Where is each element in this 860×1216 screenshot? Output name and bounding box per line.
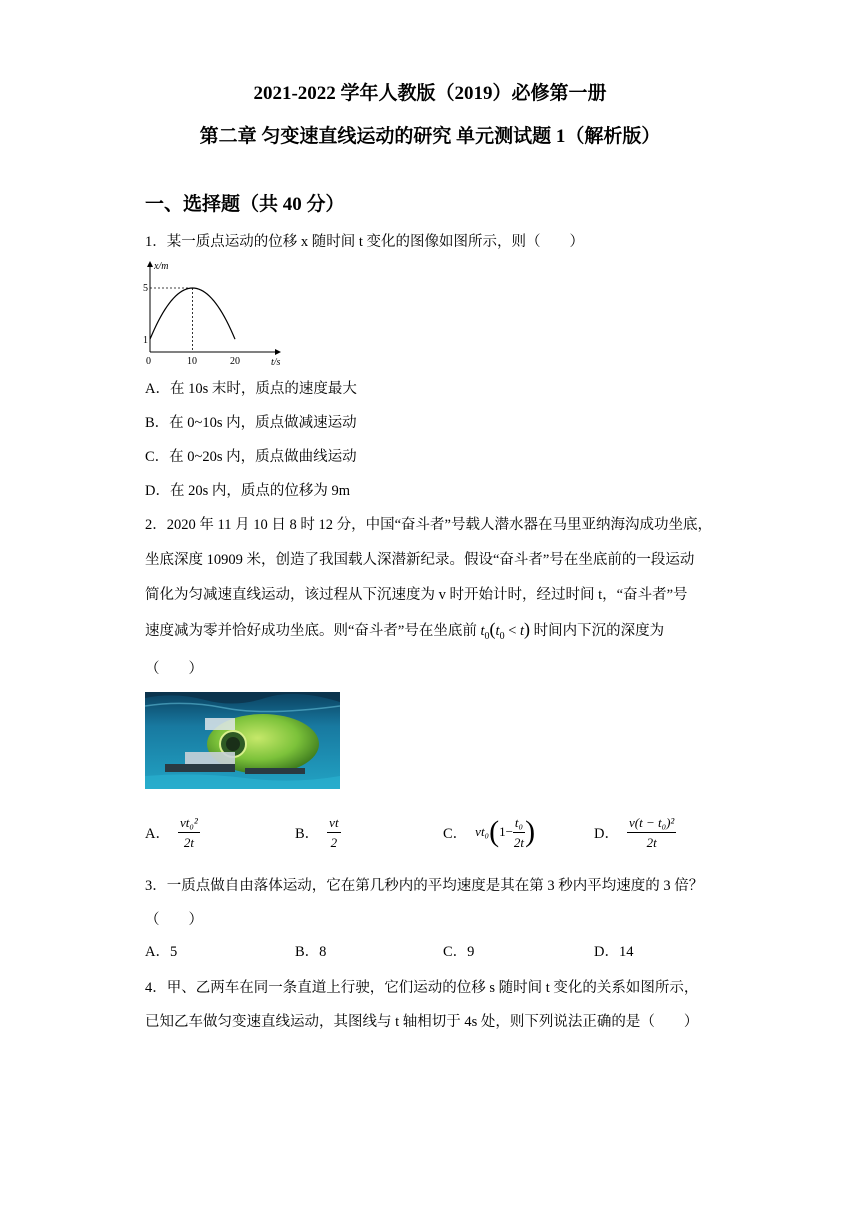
q3-answer-paren: （ ） <box>145 912 203 928</box>
q2-line-4-tail: 时间内下沉的深度为 <box>530 623 665 639</box>
q1-xt-chart <box>138 256 288 370</box>
q2-line-3: 简化为匀减速直线运动，该过程从下沉速度为 v 时开始计时，经过时间 t，“奋斗者”号 <box>145 587 688 603</box>
q1-option-b: B．在 0~10s 内，质点做减速运动 <box>145 415 357 431</box>
q2-answer-paren: （ ） <box>145 661 203 677</box>
q3-option-b: B．8 <box>295 944 327 960</box>
doc-subtitle: 第二章 匀变速直线运动的研究 单元测试题 1（解析版） <box>199 126 661 147</box>
q1-stem: 1．某一质点运动的位移 x 随时间 t 变化的图像如图所示，则（ ） <box>145 234 585 250</box>
x-tick-label: 10 <box>187 356 197 367</box>
q2-option-c: C． vt₀ ( 1− $\frac{\text{t₀}}{2t}$ ) <box>443 814 536 850</box>
q2-option-b: B． $\frac{vt}{2}$ <box>295 814 339 850</box>
q2-option-d: D． $\frac{\text{v(t − t₀)²}}{2t}$ <box>594 814 675 850</box>
x-tick-label: 0 <box>146 356 151 367</box>
q3-option-d: D．14 <box>594 944 634 960</box>
q2-time-expression: $t_0(t_0 < t)$ <box>480 619 531 642</box>
y-tick-label: 5 <box>143 283 148 294</box>
doc-title: 2021-2022 学年人教版（2019）必修第一册 <box>253 83 607 104</box>
y-axis-label: x/m <box>154 261 169 272</box>
q3-option-a: A．5 <box>145 944 178 960</box>
q2-line-4-text: 速度减为零并恰好成功坐底。则“奋斗者”号在坐底前 <box>145 623 481 639</box>
y-tick-label: 1 <box>143 335 148 346</box>
q3-stem: 3．一质点做自由落体运动，它在第几秒内的平均速度是其在第 3 秒内平均速度的 3 倍？ <box>145 878 704 894</box>
q2-line-2: 坐底深度 10909 米，创造了我国载人深潜新纪录。假设“奋斗者”号在坐底前的一段运动 <box>145 552 695 568</box>
q2-options <box>0 808 860 856</box>
x-tick-label: 20 <box>230 356 240 367</box>
q2-line-4 <box>145 619 664 642</box>
q4-line-2: 已知乙车做匀变速直线运动，其图线与 t 轴相切于 4s 处，则下列说法正确的是（ ） <box>145 1014 699 1030</box>
q3-option-c: C．9 <box>443 944 475 960</box>
q4-line-1: 4．甲、乙两车在同一条直道上行驶，它们运动的位移 s 随时间 t 变化的关系如图所示， <box>145 980 699 996</box>
q1-option-a: A．在 10s 末时，质点的速度最大 <box>145 381 357 397</box>
section-heading: 一、选择题（共 40 分） <box>145 194 345 215</box>
submersible-photo <box>145 692 340 789</box>
q2-option-a: A． $\frac{\text{vt₀²}}{2t}$ <box>145 814 198 850</box>
q2-line-1: 2．2020 年 11 月 10 日 8 时 12 分，中国“奋斗者”号载人潜水器在马里亚纳海沟成功坐底， <box>145 517 712 533</box>
x-axis-label: t/s <box>271 357 281 368</box>
q1-option-d: D．在 20s 内，质点的位移为 9m <box>145 483 351 499</box>
q1-option-c: C．在 0~20s 内，质点做曲线运动 <box>145 449 357 465</box>
